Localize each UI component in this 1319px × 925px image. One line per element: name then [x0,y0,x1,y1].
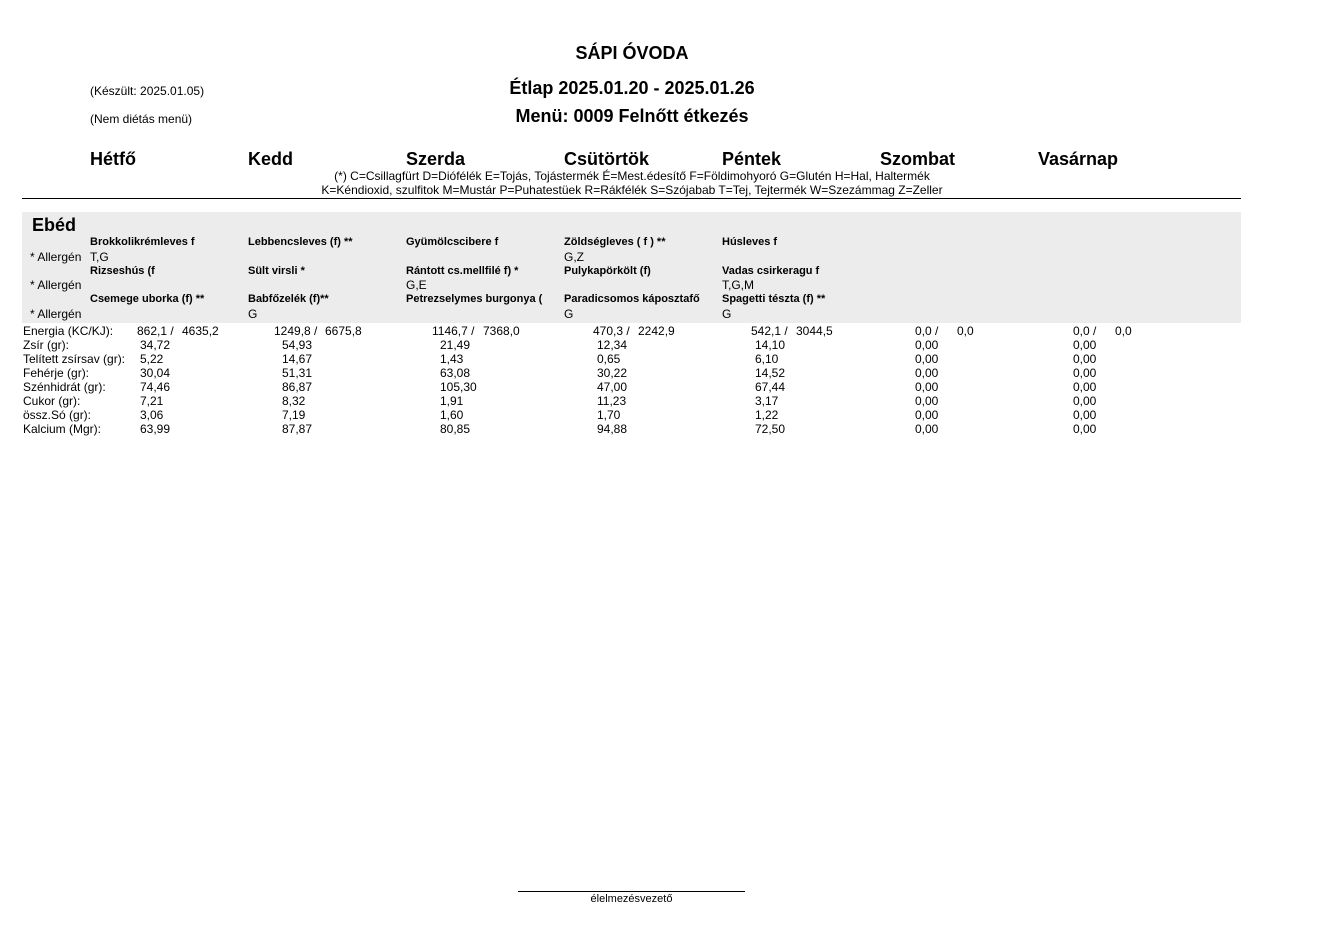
dish-monday-1: Brokkolikrémleves f [90,236,195,248]
protein-value-tuesday: 51,31 [282,366,313,380]
saturated-fat-value-sunday: 0,00 [1073,352,1097,366]
allergen-friday-3: G [722,307,732,321]
sugar-value-monday: 7,21 [140,394,164,408]
energy-kcal-friday: 542,1 / [751,324,788,338]
dish-wednesday-2: Rántott cs.mellfilé f) * [406,265,519,277]
fat-value-monday: 34,72 [140,338,171,352]
sugar-value-tuesday: 8,32 [282,394,306,408]
fat-value-thursday: 12,34 [597,338,628,352]
carbohydrate-value-friday: 67,44 [755,380,786,394]
allergen-legend-line-1: (*) C=Csillagfürt D=Diófélék E=Tojás, Tojástermék É=Mest.édesítő F=Földimohyoró G=Glutén H=Hal, Haltermék [334,169,930,183]
protein-value-monday: 30,04 [140,366,171,380]
day-header-sunday: Vasárnap [1038,149,1119,169]
saturated-fat-value-tuesday: 14,67 [282,352,313,366]
calcium-value-sunday: 0,00 [1073,422,1097,436]
fat-value-tuesday: 54,93 [282,338,313,352]
allergen-label: * Allergén [30,278,82,292]
allergen-monday-1: T,G [90,250,109,264]
allergen-thursday-1: G,Z [564,250,584,264]
salt-value-friday: 1,22 [755,408,779,422]
fat-value-wednesday: 21,49 [440,338,471,352]
dish-monday-3: Csemege uborka (f) ** [90,293,205,305]
energy-kj-thursday: 2242,9 [638,324,675,338]
energy-kj-tuesday: 6675,8 [325,324,362,338]
salt-value-sunday: 0,00 [1073,408,1097,422]
dish-tuesday-2: Sült virsli * [248,265,305,277]
energy-kcal-thursday: 470,3 / [593,324,630,338]
fat-value-friday: 14,10 [755,338,786,352]
protein-value-friday: 14,52 [755,366,786,380]
salt-value-thursday: 1,70 [597,408,621,422]
signature-label: élelmezésvezető [590,893,673,905]
calcium-value-wednesday: 80,85 [440,422,471,436]
carbohydrate-value-saturday: 0,00 [915,380,939,394]
nutrition-label-sugar: Cukor (gr): [23,394,81,408]
saturated-fat-value-thursday: 0,65 [597,352,621,366]
calcium-value-saturday: 0,00 [915,422,939,436]
nutrition-label-fat: Zsír (gr): [23,338,69,352]
dish-wednesday-3: Petrezselymes burgonya ( [406,293,543,305]
calcium-value-thursday: 94,88 [597,422,628,436]
sugar-value-sunday: 0,00 [1073,394,1097,408]
nutrition-label-salt: össz.Só (gr): [23,408,92,422]
dish-friday-2: Vadas csirkeragu f [722,265,820,277]
diet-note: (Nem diétás menü) [90,112,193,126]
day-header-thursday: Csütörtök [564,149,649,169]
day-header-friday: Péntek [722,149,782,169]
fat-value-saturday: 0,00 [915,338,939,352]
fat-value-sunday: 0,00 [1073,338,1097,352]
dish-monday-2: Rizseshús (f [90,265,155,277]
allergen-tuesday-3: G [248,307,258,321]
protein-value-wednesday: 63,08 [440,366,471,380]
allergen-friday-2: T,G,M [722,278,754,292]
allergen-label: * Allergén [30,250,82,264]
salt-value-saturday: 0,00 [915,408,939,422]
energy-kj-friday: 3044,5 [796,324,833,338]
energy-kcal-saturday: 0,0 / [915,324,939,338]
dish-tuesday-3: Babfőzelék (f)** [248,293,329,305]
energy-kcal-tuesday: 1249,8 / [274,324,318,338]
saturated-fat-value-wednesday: 1,43 [440,352,464,366]
calcium-value-friday: 72,50 [755,422,786,436]
allergen-thursday-3: G [564,307,574,321]
energy-kj-sunday: 0,0 [1115,324,1132,338]
nutrition-label-calcium: Kalcium (Mgr): [23,422,102,436]
energy-kcal-sunday: 0,0 / [1073,324,1097,338]
sugar-value-saturday: 0,00 [915,394,939,408]
menu-period: Étlap 2025.01.20 - 2025.01.26 [509,78,755,98]
carbohydrate-value-tuesday: 86,87 [282,380,313,394]
carbohydrate-value-wednesday: 105,30 [440,380,477,394]
day-header-saturday: Szombat [880,149,956,169]
nutrition-label-energy: Energia (KC/KJ): [23,324,114,338]
dish-thursday-3: Paradicsomos káposztafő [564,293,700,305]
energy-kj-monday: 4635,2 [182,324,219,338]
menu-name: Menü: 0009 Felnőtt étkezés [515,106,749,126]
protein-value-sunday: 0,00 [1073,366,1097,380]
energy-kj-saturday: 0,0 [957,324,974,338]
carbohydrate-value-sunday: 0,00 [1073,380,1097,394]
day-header-monday: Hétfő [90,149,136,169]
nutrition-label-carbohydrate: Szénhidrát (gr): [23,380,106,394]
energy-kcal-wednesday: 1146,7 / [432,324,475,338]
meal-title: Ebéd [32,215,77,235]
dish-tuesday-1: Lebbencsleves (f) ** [248,236,353,248]
allergen-wednesday-2: G,E [406,278,427,292]
institution-title: SÁPI ÓVODA [575,43,689,63]
saturated-fat-value-monday: 5,22 [140,352,164,366]
dish-thursday-2: Pulykapörkölt (f) [564,265,651,277]
energy-kcal-monday: 862,1 / [137,324,174,338]
header-divider [22,198,1241,199]
created-date: (Készült: 2025.01.05) [90,84,205,98]
calcium-value-monday: 63,99 [140,422,171,436]
allergen-legend-line-2: K=Kéndioxid, szulfitok M=Mustár P=Puhatestüek R=Rákfélék S=Szójabab T=Tej, Tejtermék W=Szezámmag Z=Zeller [321,183,943,197]
nutrition-label-protein: Fehérje (gr): [23,366,90,380]
day-header-tuesday: Kedd [248,149,293,169]
protein-value-saturday: 0,00 [915,366,939,380]
sugar-value-friday: 3,17 [755,394,779,408]
calcium-value-tuesday: 87,87 [282,422,313,436]
salt-value-wednesday: 1,60 [440,408,464,422]
salt-value-monday: 3,06 [140,408,164,422]
dish-friday-3: Spagetti tészta (f) ** [722,293,826,305]
saturated-fat-value-saturday: 0,00 [915,352,939,366]
saturated-fat-value-friday: 6,10 [755,352,779,366]
day-header-wednesday: Szerda [406,149,466,169]
dish-friday-1: Húsleves f [722,236,778,248]
energy-kj-wednesday: 7368,0 [483,324,520,338]
allergen-label: * Allergén [30,307,82,321]
nutrition-label-saturated-fat: Telített zsírsav (gr): [23,352,126,366]
dish-wednesday-1: Gyümölcscibere f [406,236,499,248]
salt-value-tuesday: 7,19 [282,408,306,422]
carbohydrate-value-thursday: 47,00 [597,380,628,394]
sugar-value-thursday: 11,23 [597,394,627,408]
sugar-value-wednesday: 1,91 [440,394,464,408]
signature-line [518,891,745,892]
protein-value-thursday: 30,22 [597,366,628,380]
carbohydrate-value-monday: 74,46 [140,380,171,394]
dish-thursday-1: Zöldségleves ( f ) ** [564,236,666,248]
